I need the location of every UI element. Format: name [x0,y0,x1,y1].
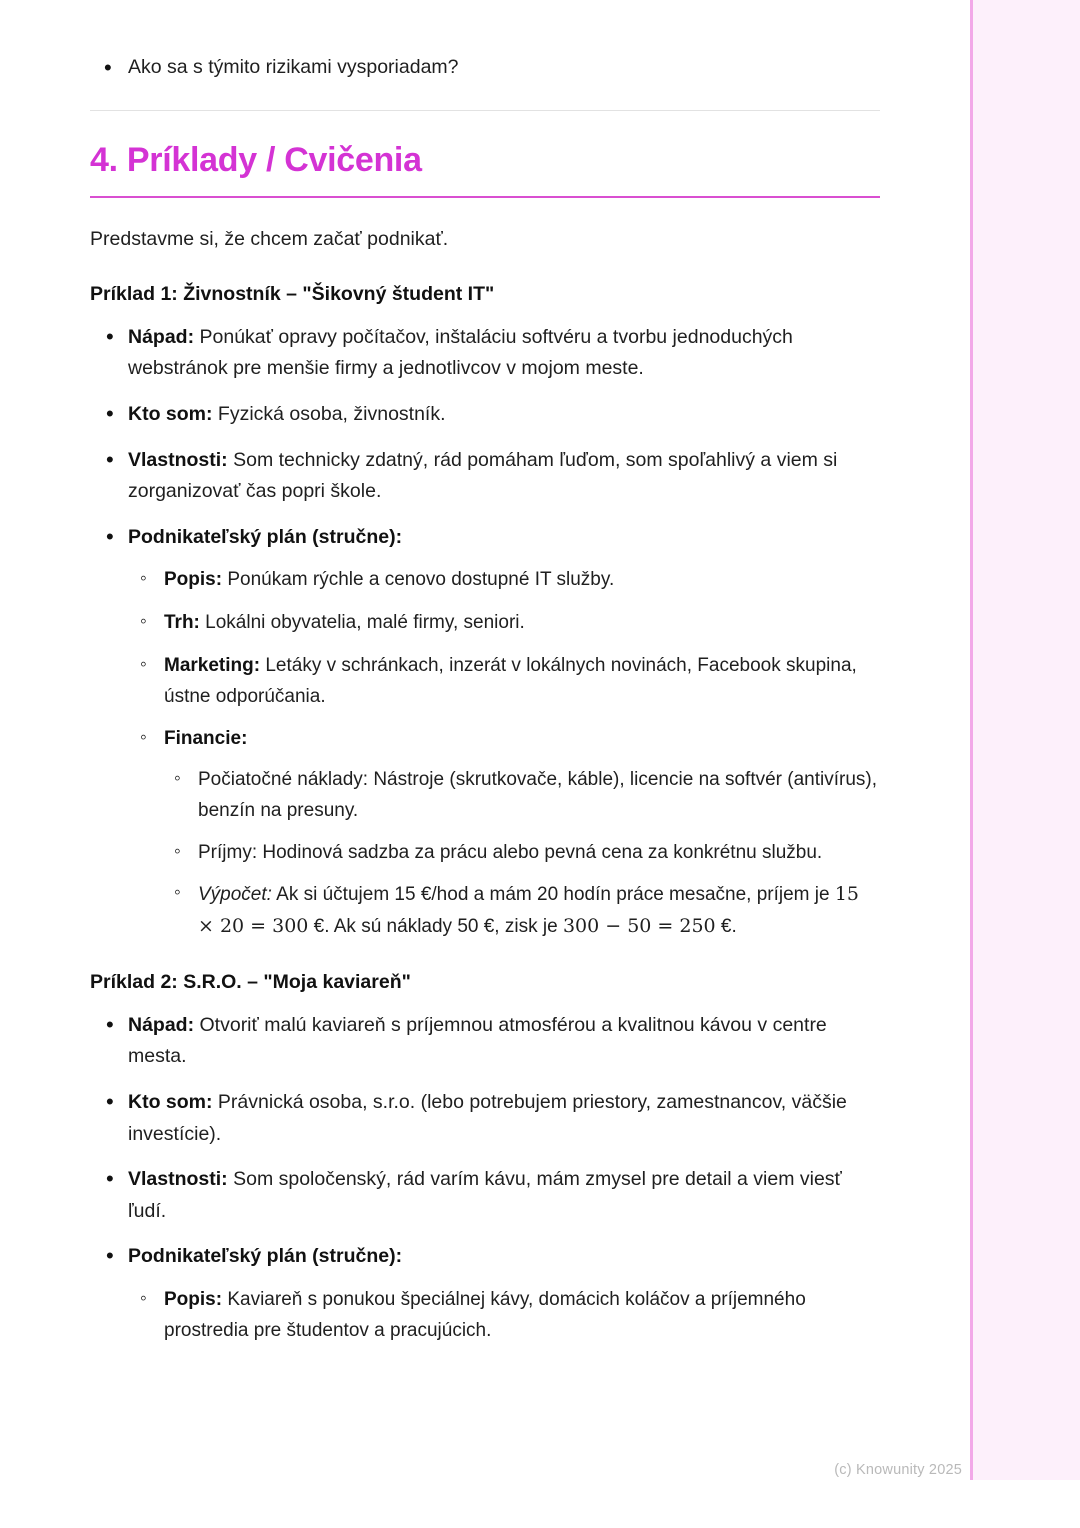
list-item-kto-som-2 [90,1087,880,1150]
label-marketing: Marketing: [164,654,261,676]
math-expression-1: 15 × 20 = 300 [198,883,860,938]
text-vlastnosti: Som technicky zdatný, rád pomáham ľuďom, som spoľahlivý a viem si zorganizovať čas popri škole. [128,448,838,503]
page-title: 4. Príklady / Cvičenia [90,141,880,198]
divider [90,110,880,111]
list-item-popis-2 [128,1285,880,1347]
example-2-heading: Príklad 2: S.R.O. – "Moja kaviareň" [90,970,411,993]
list-item-plan [90,522,880,943]
label-napad: Nápad: [128,325,195,348]
top-bullet-block [90,52,880,84]
label-kto-som-2: Kto som: [128,1091,213,1114]
list-item-vlastnosti [90,445,880,508]
list-item-prijmy: ◦ Príjmy: Hodinová sadzba za prácu alebo pevná cena za konkrétnu službu. [164,838,880,869]
text-napad: Ponúkať opravy počítačov, inštaláciu softvéru a tvorbu jednoduchých webstránok pre menšie firmy a jednotlivcov v mojom meste. [128,325,793,380]
text-popis: Ponúkam rýchle a cenovo dostupné IT služby. [222,569,615,591]
text-marketing: Letáky v schránkach, inzerát v lokálnych novinách, Facebook skupina, ústne odporúčania. [164,654,857,707]
text-kto-som: Fyzická osoba, živnostník. [212,402,446,425]
text-vypocet-3: €. [715,916,737,938]
list-item-napad-2 [90,1010,880,1073]
list-item-napad [90,322,880,385]
label-plan: Podnikateľský plán (stručne): [128,525,403,548]
example-2-plan-sublist [128,1285,880,1347]
list-item-marketing [128,651,880,713]
example-1-financie-sublist [164,765,880,943]
list-item-financie [128,724,880,943]
text-kto-som-2: Právnická osoba, s.r.o. (lebo potrebujem priestory, zamestnancov, väčšie investície). [128,1091,847,1145]
example-1-plan-sublist [128,565,880,943]
list-item-naklady: ◦ Počiatočné náklady: Nástroje (skrutkovače, káble), licencie na softvér (antivírus), benzín na presuny. [164,765,880,827]
label-popis: Popis: [164,569,223,591]
text-vypocet-2: €. Ak sú náklady 50 €, zisk je [308,916,563,938]
text-popis-2: Kaviareň s ponukou špeciálnej kávy, domácich koláčov a príjemného prostredia pre študentov a pracujúcich. [164,1288,806,1341]
list-item-plan-2 [90,1241,880,1346]
math-expression-2: 300 − 50 = 250 [562,915,716,938]
decorative-side-strip [970,0,1080,1480]
list-item-vlastnosti-2 [90,1164,880,1227]
label-vypocet: Výpočet: [198,884,272,906]
list-item-kto-som [90,399,880,431]
list-item-trh [128,608,880,639]
top-bullet-list [90,52,880,84]
list-item: • Ako sa s týmito rizikami vysporiadam? [90,52,880,84]
list-item-vypocet [164,879,880,943]
label-napad-2: Nápad: [128,1013,195,1036]
text-trh: Lokálni obyvatelia, malé firmy, seniori. [199,612,525,633]
label-vlastnosti-2: Vlastnosti: [128,1168,228,1191]
text-vlastnosti-2: Som spoločenský, rád varím kávu, mám zmysel pre detail a viem viesť ľudí. [128,1168,842,1222]
watermark: (c) Knowunity 2025 [834,1462,962,1478]
example-1-heading: Príklad 1: Živnostník – "Šikovný študent IT" [90,282,495,305]
text-napad-2: Otvoriť malú kaviareň s príjemnou atmosférou a kvalitnou kávou v centre mesta. [128,1013,827,1068]
list-item-popis [128,565,880,596]
label-plan-2: Podnikateľský plán (stručne): [128,1245,403,1268]
label-kto-som: Kto som: [128,402,213,425]
text-vypocet-1: Ak si účtujem 15 €/hod a mám 20 hodín práce mesačne, príjem je [271,884,835,906]
label-vlastnosti: Vlastnosti: [128,448,228,471]
label-financie: Financie: [164,728,248,750]
label-trh: Trh: [164,612,200,633]
label-popis-2: Popis: [164,1288,223,1310]
example-2-list [90,1010,880,1347]
example-1-list [90,322,880,943]
intro-paragraph: Predstavme si, že chcem začať podnikať. [90,227,449,250]
